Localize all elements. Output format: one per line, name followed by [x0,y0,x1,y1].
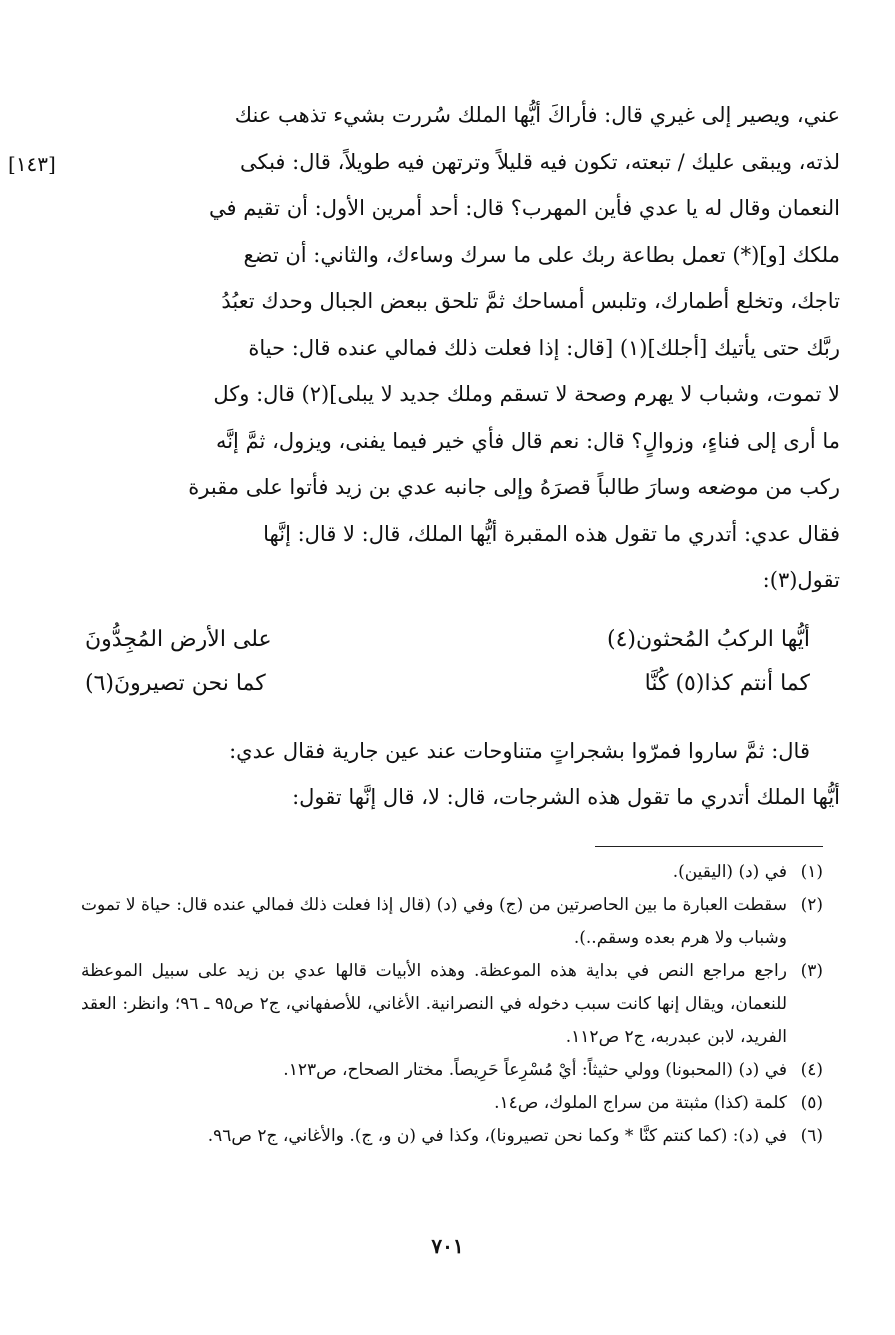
text-line: ربَّك حتى يأتيك [أجلك](١) [قال: إذا فعلت ذلك فمالي عنده قال: حياة [248,335,840,360]
footnote-divider [595,846,823,847]
footnote [81,955,823,1054]
footnote-number: (٤) [800,1060,823,1080]
verse-first-hemistich: كما أنتم كذا(٥) كُنَّا [644,671,810,696]
text-line: عني، ويصير إلى غيري قال: فأراكَ أيُّها الملك سُررت بشيء تذهب عنك [234,103,840,127]
footnote-text: في (د): (كما كنتم كنَّا * وكما نحن تصيرونا)، وكذا في (ن و، ج). والأغاني، ج٢ ص٩٦. [207,1126,787,1146]
footnote [81,856,823,889]
poem-verse [85,618,810,662]
page-number: ٧٠١ [431,1234,464,1258]
main-paragraph [80,92,840,604]
footnote [81,889,823,955]
footnote-number: (١) [800,862,823,882]
footnote-number: (٦) [800,1126,823,1146]
footnote-text: في (د) (المحبونا) وولي حثيثاً: أيْ مُسْرِعاً حَرِيصاً. مختار الصحاح، ص١٢٣. [283,1060,787,1080]
verse-second-hemistich: كما نحن تصيرونَ(٦) [85,671,266,696]
text-line: قال: ثمَّ ساروا فمرّوا بشجراتٍ متناوحات عند عين جارية فقال عدي: [229,739,810,763]
text-line: لا تموت، وشباب لا يهرم وصحة لا تسقم وملك جديد لا يبلى](٢) قال: وكل [213,382,840,406]
text-line: النعمان وقال له يا عدي فأين المهرب؟ قال: أحد أمرين الأول: أن تقيم في [209,196,840,220]
text-line: ما أرى إلى فناءٍ، وزوالٍ؟ قال: نعم قال فأي خير فيما يفنى، ويزول، ثمَّ إنَّه [215,428,840,453]
text-line: تقول(٣): [762,568,840,592]
text-line: لذته، ويبقى عليك / تبعته، تكون فيه قليلاً وترتهن فيه طويلاً، قال: فبكى [239,149,840,174]
text-line: ركب من موضعه وسارَ طالباً قصرَهُ وإلى جانبه عدي بن زيد فأتوا على مقبرة [188,475,840,499]
footnote-number: (٣) [800,961,823,981]
footnote-number: (٥) [800,1093,823,1113]
footnote-text: في (د) (اليقين). [672,862,787,882]
footnote-text: كلمة (كذا) مثبتة من سراج الملوك، ص١٤. [494,1093,787,1113]
text-line: تاجك، وتخلع أطمارك، وتلبس أمساحك ثمَّ تلحق ببعض الجبال وحدك تعبُدُ [221,289,840,313]
footnote-number: (٢) [800,895,823,915]
footnote [81,1054,823,1087]
verse-second-hemistich: على الأرض المُجِدُّونَ [85,627,272,652]
footnote [81,1120,823,1153]
text-line: أيُّها الملك أتدري ما تقول هذه الشرجات، قال: لا، قال إنَّها تقول: [292,785,840,809]
footnote [81,1087,823,1120]
poem-verses [85,618,810,706]
footnote-text: سقطت العبارة ما بين الحاصرتين من (ج) وفي (د) (قال إذا فعلت ذلك فمالي عنده قال: حياة لا تموت وشباب ولا هرم بعده وسقم..). [81,895,787,948]
verse-first-hemistich: أيُّها الركبُ المُحثون(٤) [607,627,810,652]
text-line: فقال عدي: أتدري ما تقول هذه المقبرة أيُّها الملك، قال: لا قال: إنَّها [263,521,840,546]
closing-paragraph [80,728,840,820]
footnote-text: راجع مراجع النص في بداية هذه الموعظة. وهذه الأبيات قالها عدي بن زيد على سبيل الموعظة للنعمان، ويقال إنها كانت سبب دخوله في النصرانية. الأغاني، للأصفهاني، ج٢ ص٩٥ ـ ٩٦؛ وانظر: العقد الفريد، لابن عبدربه، ج٢ ص١١٢. [81,961,787,1047]
footnotes [81,856,823,1153]
text-line: ملكك [و](*) تعمل بطاعة ربك على ما سرك وساءك، والثاني: أن تضع [243,242,840,267]
margin-page-reference: [١٤٣] [8,152,56,176]
poem-verse [85,662,810,706]
